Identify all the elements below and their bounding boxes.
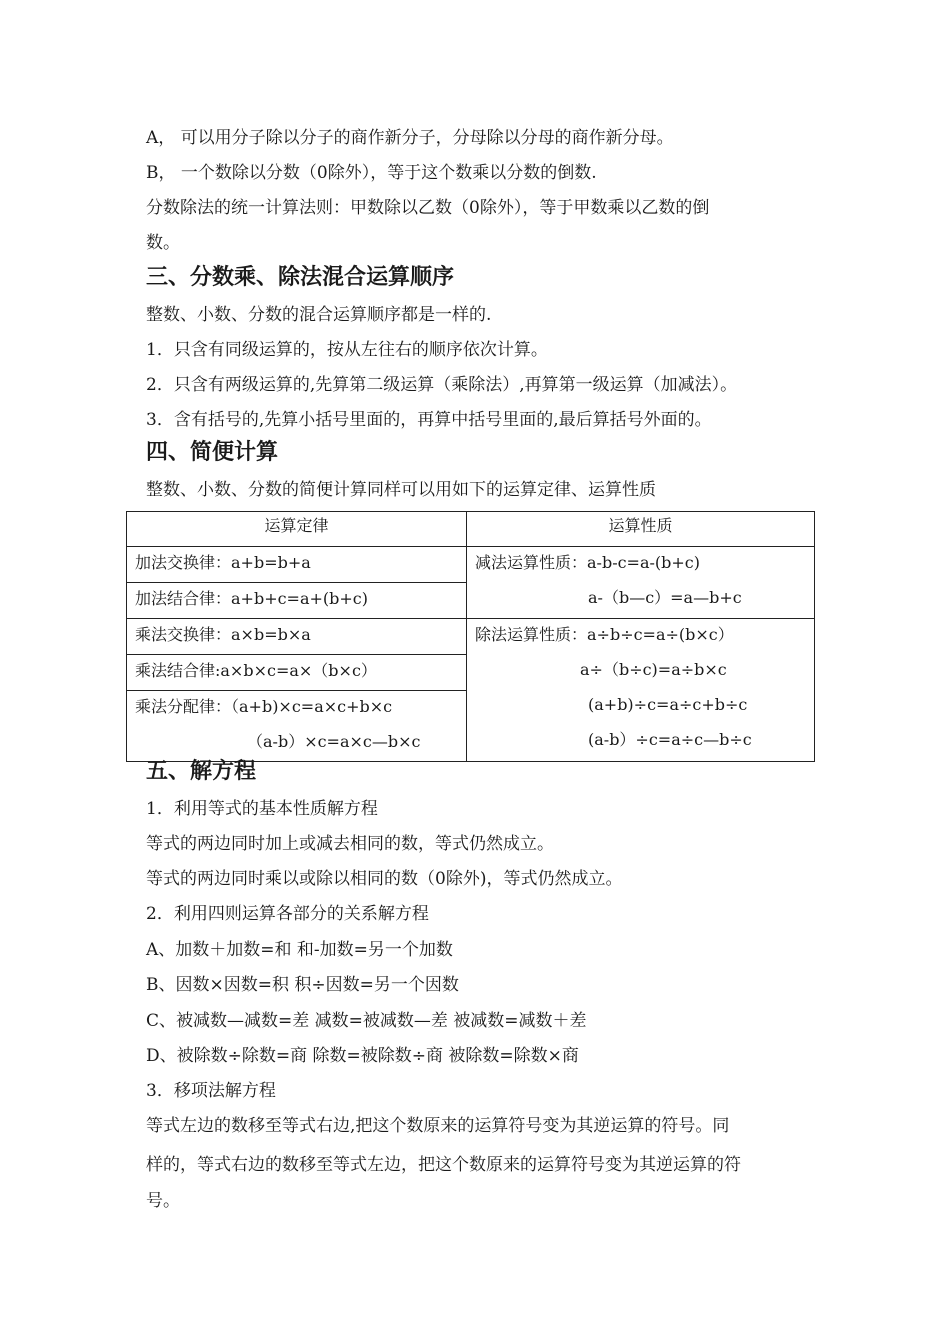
col-header-properties: 运算性质 xyxy=(467,512,815,547)
section-5-item-2-c: C、被减数—减数=差 减数=被减数—差 被减数=减数＋差 xyxy=(146,1011,587,1031)
section-4-intro: 整数、小数、分数的简便计算同样可以用如下的运算定律、运算性质 xyxy=(146,480,656,500)
subtraction-property-1: 减法运算性质：a-b-c=a-(b+c) xyxy=(475,553,701,572)
division-rule-line-1: 分数除法的统一计算法则：甲数除以乙数（0除外），等于甲数乘以乙数的倒 xyxy=(146,198,710,218)
table-cell-div-prop xyxy=(467,619,815,762)
multiplication-commutative-law: 乘法交换律：a×b=b×a xyxy=(135,625,311,644)
option-b-text: B， 一个数除以分数（0除外），等于这个数乘以分数的倒数. xyxy=(146,163,597,183)
division-rule-line-2: 数。 xyxy=(146,233,180,253)
section-5-item-1-b: 等式的两边同时乘以或除以相同的数（0除外)，等式仍然成立。 xyxy=(146,869,623,889)
division-property-3: (a+b)÷c=a÷c+b÷c xyxy=(588,695,748,714)
division-property-2: a÷（b÷c)=a÷b×c xyxy=(580,660,727,679)
section-3-line-0: 整数、小数、分数的混合运算顺序都是一样的. xyxy=(146,305,492,325)
table-cell-add-assoc xyxy=(127,583,467,619)
table-cell-mul-dist xyxy=(127,691,467,762)
section-5-item-2-b: B、因数×因数=积 积÷因数=另一个因数 xyxy=(146,975,459,995)
section-5-item-2-a: A、加数＋加数=和 和-加数=另一个加数 xyxy=(146,940,453,960)
section-3-line-2: 2．只含有两级运算的,先算第二级运算（乘除法）,再算第一级运算（加减法）。 xyxy=(146,375,738,395)
section-4-title: 四、简便计算 xyxy=(146,440,279,465)
section-5-item-3-para-2: 样的，等式右边的数移至等式左边，把这个数原来的运算符号变为其逆运算的符 xyxy=(146,1155,741,1175)
section-5-item-2-d: D、被除数÷除数=商 除数=被除数÷商 被除数=除数×商 xyxy=(146,1046,579,1066)
division-property-1: 除法运算性质：a÷b÷c=a÷(b×c） xyxy=(475,625,734,644)
table-cell-add-comm xyxy=(127,547,467,583)
section-3-title: 三、分数乘、除法混合运算顺序 xyxy=(146,265,455,290)
section-5-item-2: 2．利用四则运算各部分的关系解方程 xyxy=(146,904,429,924)
division-property-4: (a-b）÷c=a÷c—b÷c xyxy=(588,730,752,749)
table-cell-mul-assoc xyxy=(127,655,467,691)
section-5-title: 五、解方程 xyxy=(146,759,257,784)
multiplication-associative-law: 乘法结合律:a×b×c=a×（b×c） xyxy=(135,661,377,680)
subtraction-property-2: a-（b—c）=a—b+c xyxy=(588,588,742,607)
addition-commutative-law: 加法交换律：a+b=b+a xyxy=(135,553,311,572)
section-3-line-1: 1．只含有同级运算的，按从左往右的顺序依次计算。 xyxy=(146,340,548,360)
addition-associative-law: 加法结合律：a+b+c=a+(b+c) xyxy=(135,589,369,608)
section-5-item-1-a: 等式的两边同时加上或减去相同的数，等式仍然成立。 xyxy=(146,834,554,854)
section-5-item-3-para-3: 号。 xyxy=(146,1191,180,1211)
section-5-item-1: 1．利用等式的基本性质解方程 xyxy=(146,799,378,819)
option-a-text: A， 可以用分子除以分子的商作新分子，分母除以分母的商作新分母。 xyxy=(146,128,674,148)
operation-rules-table xyxy=(126,511,815,762)
multiplication-distributive-law-1: 乘法分配律：（a+b)×c=a×c+b×c xyxy=(135,697,393,716)
multiplication-distributive-law-2: （a-b）×c=a×c—b×c xyxy=(247,732,421,751)
table-cell-sub-prop xyxy=(467,547,815,619)
section-5-item-3: 3．移项法解方程 xyxy=(146,1081,276,1101)
section-5-item-3-para-1: 等式左边的数移至等式右边,把这个数原来的运算符号变为其逆运算的符号。同 xyxy=(146,1116,730,1136)
col-header-laws: 运算定律 xyxy=(127,512,467,547)
section-3-line-3: 3．含有括号的,先算小括号里面的，再算中括号里面的,最后算括号外面的。 xyxy=(146,410,712,430)
table-cell-mul-comm xyxy=(127,619,467,655)
